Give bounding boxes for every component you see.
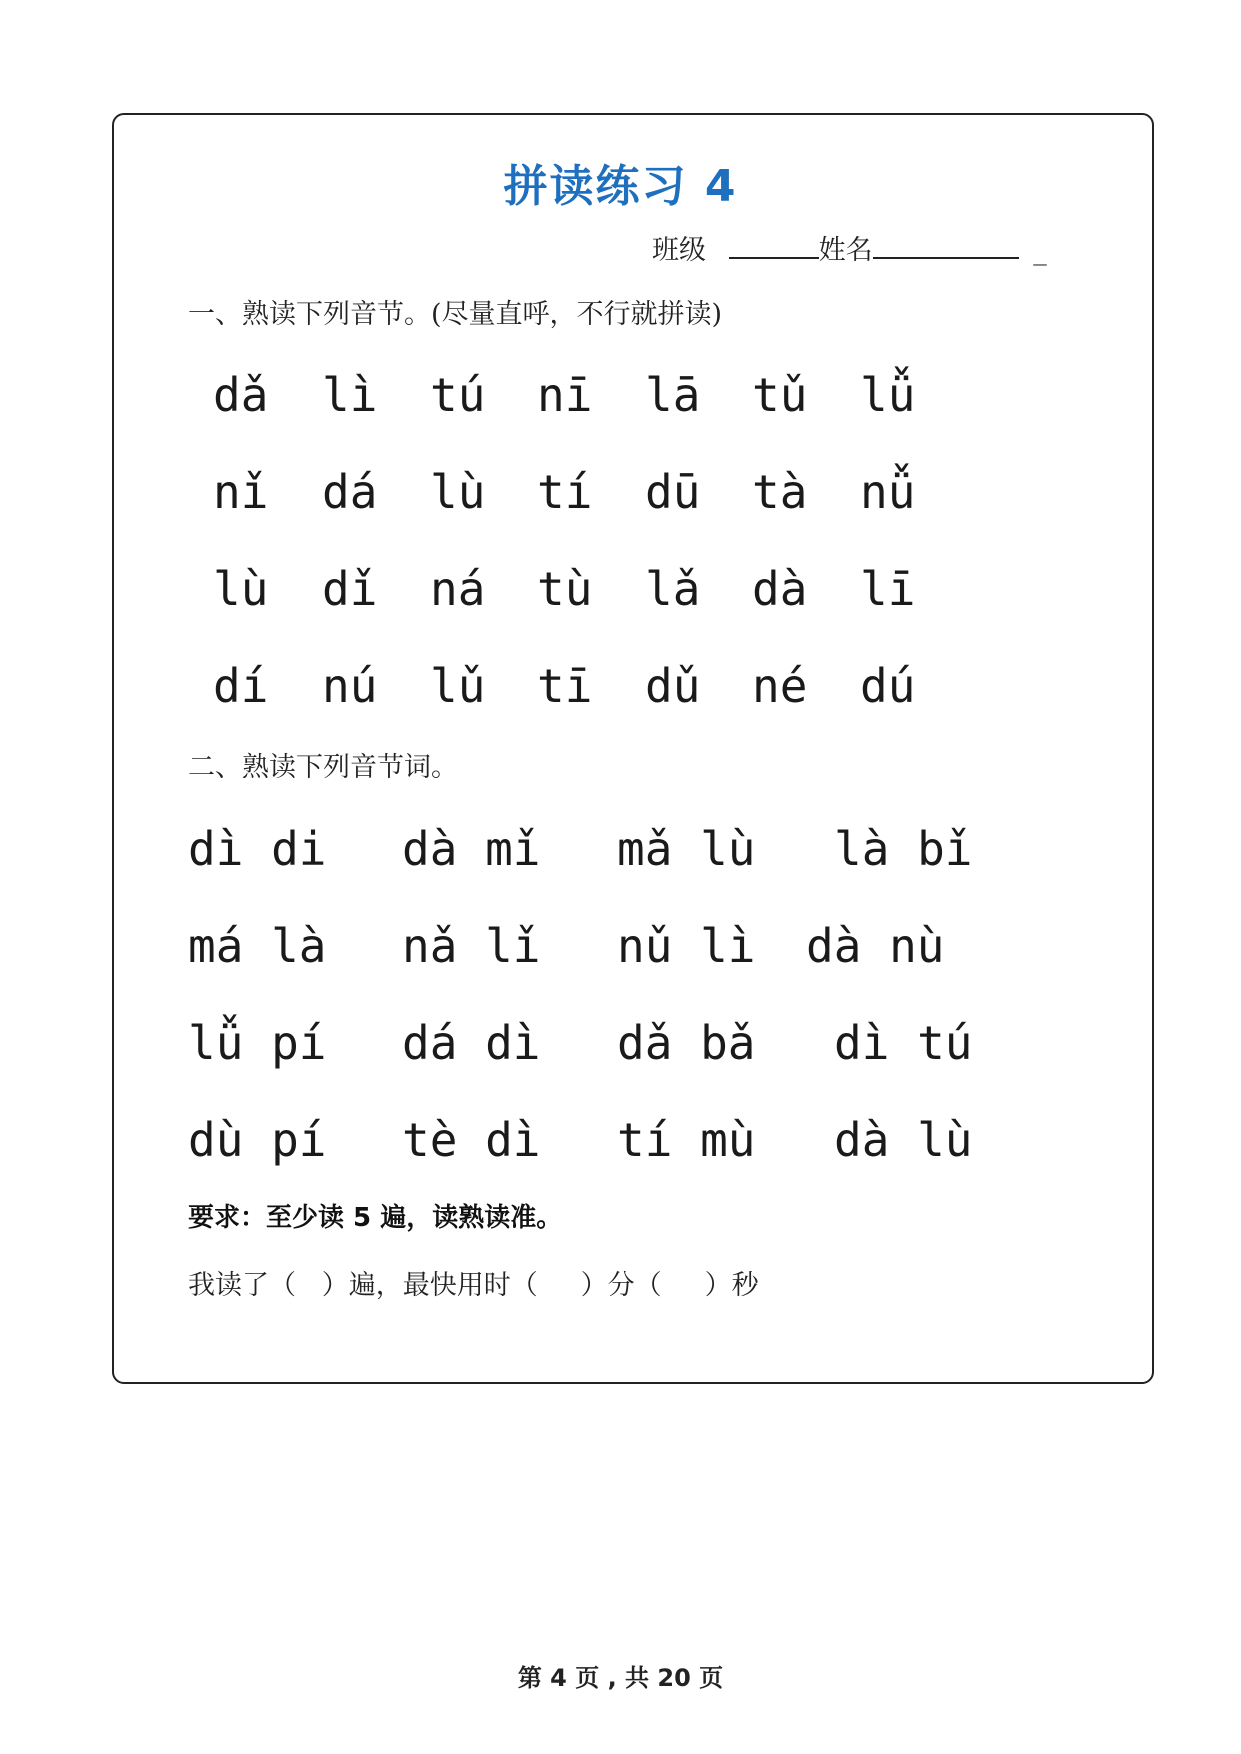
class-blank[interactable] <box>729 235 819 259</box>
syllable: lī <box>860 562 916 616</box>
name-blank[interactable] <box>873 235 1019 259</box>
syllable: nǐ <box>213 465 269 519</box>
word: má là <box>188 919 327 973</box>
word: nǔ lì <box>617 919 756 973</box>
word: dà nù <box>806 919 945 973</box>
syllable: dú <box>860 659 916 713</box>
word: là bǐ <box>834 822 973 876</box>
word: tè dì <box>402 1113 541 1167</box>
syllable: lù <box>213 562 269 616</box>
word: nǎ lǐ <box>402 919 541 973</box>
page-title: 拼读练习 4 <box>503 161 738 212</box>
word: dù pí <box>188 1113 327 1167</box>
page-footer: 第 4 页 , 共 20 页 <box>517 1664 724 1692</box>
syllable: dǎ <box>213 368 269 422</box>
syllable: lǎ <box>645 562 701 616</box>
requirement-note: 要求：至少读 5 遍，读熟读准。 <box>188 1203 563 1233</box>
trailing-blank: _ <box>1033 235 1047 266</box>
section1-heading: 一、熟读下列音节。(尽量直呼，不行就拼读) <box>188 299 723 330</box>
word: dà mǐ <box>402 822 541 876</box>
word: dà lù <box>834 1113 973 1167</box>
syllable: lǚ <box>860 368 916 422</box>
class-name-line <box>652 228 1047 267</box>
syllable: tí <box>537 465 593 519</box>
syllable: lǔ <box>430 659 486 713</box>
word: lǚ pí <box>188 1016 327 1070</box>
syllable: ná <box>430 562 486 616</box>
word: mǎ lù <box>617 822 756 876</box>
syllable: dà <box>752 562 808 616</box>
syllable: tù <box>537 562 593 616</box>
syllable: tú <box>430 368 486 422</box>
syllable: dá <box>322 465 378 519</box>
syllable: tī <box>537 659 593 713</box>
syllable: nī <box>537 368 593 422</box>
word: dì tú <box>834 1016 973 1070</box>
word: tí mù <box>617 1113 756 1167</box>
syllable: dǔ <box>645 659 701 713</box>
word: dǎ bǎ <box>617 1016 756 1070</box>
syllable: dí <box>213 659 269 713</box>
syllable: tǔ <box>752 368 808 422</box>
syllable: nú <box>322 659 378 713</box>
syllable: né <box>752 659 808 713</box>
reading-record: 我读了（ ）遍，最快用时（ ）分（ ）秒 <box>188 1270 759 1301</box>
syllable: tà <box>752 465 808 519</box>
word: dá dì <box>402 1016 541 1070</box>
name-label: 姓名 <box>818 235 873 266</box>
class-label: 班级 <box>652 235 706 266</box>
syllable: dǐ <box>322 562 378 616</box>
syllable: lì <box>322 368 378 422</box>
word: dì di <box>188 822 327 876</box>
syllable: dū <box>645 465 701 519</box>
syllable: nǚ <box>860 465 916 519</box>
section2-heading: 二、熟读下列音节词。 <box>188 752 458 783</box>
syllable: lù <box>430 465 486 519</box>
syllable: lā <box>645 368 701 422</box>
